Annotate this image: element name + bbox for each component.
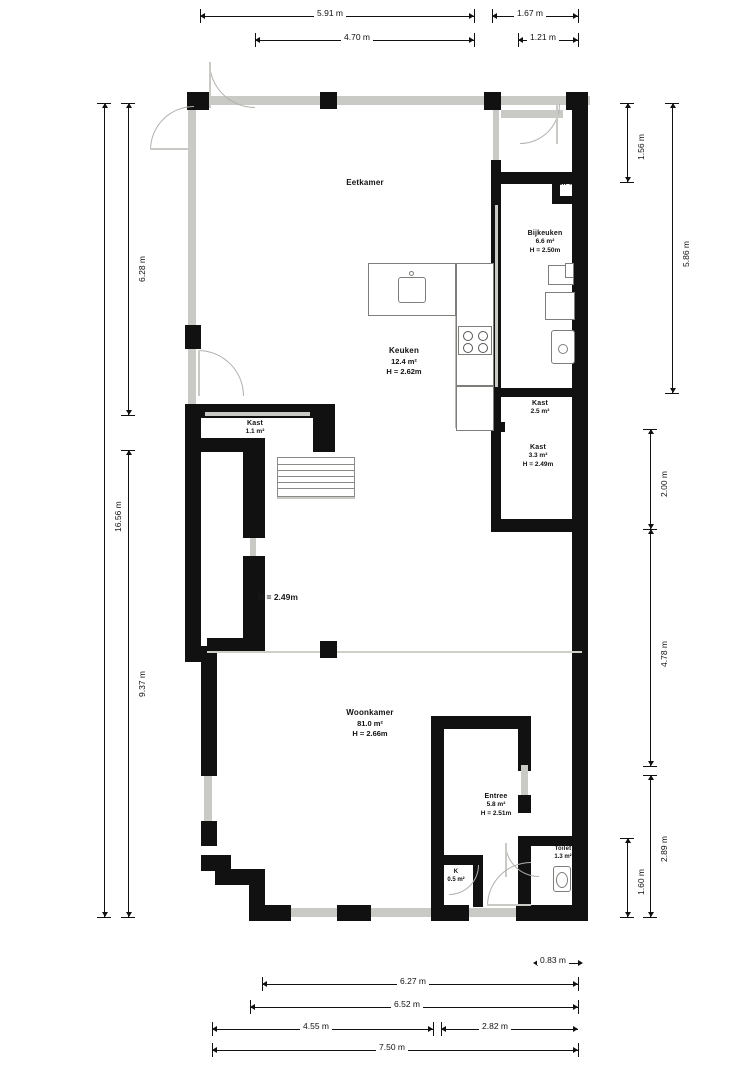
exterior-glazing-bottom-1 bbox=[291, 908, 337, 917]
exterior-wall-bottom bbox=[516, 905, 588, 921]
room-height: H = 2.62m bbox=[386, 366, 422, 376]
room-label-eetkamer bbox=[325, 178, 405, 189]
dim-tick bbox=[620, 917, 634, 918]
dim-tick bbox=[578, 1000, 579, 1014]
room-area: 2.5 m² bbox=[530, 408, 550, 416]
partition-glass-keuken bbox=[495, 205, 498, 387]
door-leaf bbox=[556, 104, 558, 144]
wall-post bbox=[185, 325, 201, 349]
floor-division-line bbox=[207, 651, 582, 653]
dim-tick bbox=[212, 1043, 213, 1057]
dim-tick bbox=[250, 1000, 251, 1014]
exterior-wall-bottom bbox=[249, 905, 291, 921]
wall-step bbox=[215, 855, 231, 885]
dim-label-right-4: 4.78 m bbox=[659, 638, 669, 670]
dim-tick bbox=[255, 33, 256, 47]
dim-label-right-2: 5.86 m bbox=[681, 238, 691, 270]
dim-tick bbox=[121, 450, 135, 451]
dim-line-right-3 bbox=[650, 429, 651, 529]
exterior-wall-left-lower bbox=[201, 646, 217, 776]
utility-sink-basin-icon bbox=[558, 344, 568, 354]
partition-entree-right-upper bbox=[518, 716, 531, 771]
wall-segment bbox=[201, 821, 217, 846]
dim-tick bbox=[474, 33, 475, 47]
room-name: Toilet bbox=[554, 846, 572, 852]
dim-tick bbox=[643, 429, 657, 430]
partition-kast-bottom bbox=[491, 519, 581, 532]
stair-edge bbox=[277, 497, 355, 499]
partition-kast11-right bbox=[313, 404, 335, 452]
room-area: 3.3 m² bbox=[528, 452, 548, 460]
partition-hall-bottom bbox=[207, 638, 265, 652]
room-label-entree bbox=[461, 792, 531, 819]
room-label-keuken bbox=[364, 346, 444, 377]
dim-line-right-6 bbox=[627, 838, 628, 917]
washing-machine-icon bbox=[545, 292, 575, 320]
dim-label-right-3: 2.00 m bbox=[659, 468, 669, 500]
dim-tick bbox=[643, 766, 657, 767]
dim-tick bbox=[620, 838, 634, 839]
partition-kast-left bbox=[491, 430, 501, 530]
stair-tread bbox=[278, 488, 354, 489]
dim-line-right-2 bbox=[672, 103, 673, 393]
sink-basin-icon bbox=[398, 277, 426, 303]
dim-tick bbox=[121, 415, 135, 416]
hob-burner-icon bbox=[463, 331, 473, 341]
partition-entree-top bbox=[431, 716, 531, 729]
stair-tread bbox=[278, 482, 354, 483]
dim-label-bottom-0: 0.83 m bbox=[537, 955, 569, 965]
door-leaf bbox=[487, 904, 531, 906]
dim-label-right-6: 1.60 m bbox=[636, 866, 646, 898]
room-height: H = 2.50m bbox=[529, 247, 561, 255]
room-area: 0.7 m² bbox=[559, 181, 577, 188]
room-name: K bbox=[565, 173, 571, 179]
room-label-bijkeuken bbox=[507, 229, 583, 256]
dim-label-bottom-1: 6.27 m bbox=[397, 976, 429, 986]
partition-kast11-bottom bbox=[185, 438, 245, 452]
dim-tick bbox=[97, 103, 111, 104]
dim-tick bbox=[578, 977, 579, 991]
wall-post bbox=[320, 92, 337, 109]
dim-tick bbox=[578, 33, 579, 47]
room-label-k-05 bbox=[432, 868, 480, 884]
exterior-glazing-left-bottom bbox=[204, 776, 212, 821]
dim-tick bbox=[474, 9, 475, 23]
dim-label-top-2: 1.67 m bbox=[514, 8, 546, 18]
door-leaf bbox=[209, 62, 211, 108]
dim-label-bottom-4: 2.82 m bbox=[479, 1021, 511, 1031]
room-name: Kast bbox=[532, 400, 548, 407]
room-label-kast-11 bbox=[220, 419, 290, 437]
height-label-hall: H = 2.49m bbox=[258, 592, 298, 602]
room-name: Kast bbox=[530, 444, 546, 451]
exterior-wall-left bbox=[185, 426, 201, 646]
tap-icon bbox=[409, 271, 414, 276]
kitchen-counter bbox=[456, 263, 494, 386]
room-label-woonkamer bbox=[325, 708, 415, 739]
dim-line-right-4 bbox=[650, 529, 651, 766]
partition-entree-left bbox=[431, 716, 444, 921]
dim-label-bottom-2: 6.52 m bbox=[391, 999, 423, 1009]
dim-tick bbox=[578, 9, 579, 23]
door-leaf bbox=[150, 148, 194, 150]
dim-label-right-5: 2.89 m bbox=[659, 833, 669, 865]
room-area: 1.3 m² bbox=[554, 854, 572, 861]
dim-tick bbox=[620, 103, 634, 104]
room-height: H = 2.49m bbox=[522, 461, 554, 469]
hob-burner-icon bbox=[478, 331, 488, 341]
exterior-wall-right-lower bbox=[572, 532, 588, 920]
exterior-glazing-bottom-3 bbox=[469, 908, 516, 917]
dim-line-right-5 bbox=[650, 775, 651, 917]
dim-tick bbox=[518, 33, 519, 47]
room-label-kast-33 bbox=[503, 443, 573, 470]
dim-tick bbox=[643, 775, 657, 776]
exterior-glazing-bottom-2 bbox=[371, 908, 431, 917]
dim-line-left-3 bbox=[104, 103, 105, 917]
dim-label-top-3: 4.70 m bbox=[341, 32, 373, 42]
dim-line-left-1 bbox=[128, 103, 129, 415]
dim-label-left-3: 16.56 m bbox=[113, 498, 123, 535]
door-swing-icon bbox=[487, 862, 531, 906]
partition-hall-left bbox=[243, 438, 265, 538]
dim-arrow bbox=[573, 1026, 578, 1032]
hob-burner-icon bbox=[478, 343, 488, 353]
dim-tick bbox=[433, 1022, 434, 1036]
partition-k-closet-bottom bbox=[552, 196, 574, 204]
hob-burner-icon bbox=[463, 343, 473, 353]
dim-tick bbox=[121, 103, 135, 104]
door-swing-icon bbox=[150, 106, 194, 150]
room-name: Bijkeuken bbox=[527, 230, 563, 237]
staircase bbox=[277, 457, 355, 497]
dim-line-right-1 bbox=[627, 103, 628, 182]
dim-tick bbox=[665, 393, 679, 394]
partition-glass bbox=[493, 110, 499, 160]
dim-tick bbox=[578, 1043, 579, 1057]
dim-tick bbox=[200, 9, 201, 23]
dim-tick bbox=[97, 917, 111, 918]
room-area: 1.1 m² bbox=[245, 428, 265, 436]
room-height: H = 2.66m bbox=[352, 728, 388, 738]
wall-node bbox=[491, 160, 501, 172]
dim-tick bbox=[262, 977, 263, 991]
door-swing-icon bbox=[520, 104, 560, 144]
dim-label-bottom-5: 7.50 m bbox=[376, 1042, 408, 1052]
partition-kast-top bbox=[501, 388, 573, 397]
room-area: 12.4 m² bbox=[391, 356, 417, 366]
toilet-bowl-icon bbox=[556, 872, 568, 888]
dim-label-bottom-3: 4.55 m bbox=[300, 1021, 332, 1031]
room-height: H = 2.51m bbox=[480, 810, 512, 818]
room-name: K bbox=[453, 869, 459, 875]
room-name: Eetkamer bbox=[346, 178, 384, 187]
dim-tick bbox=[212, 1022, 213, 1036]
wall-post bbox=[484, 92, 501, 110]
kast-shelf-line bbox=[205, 412, 310, 416]
appliance-icon bbox=[456, 386, 494, 431]
dim-label-top-4: 1.21 m bbox=[527, 32, 559, 42]
exterior-wall-bottom bbox=[337, 905, 371, 921]
stair-tread bbox=[278, 464, 354, 465]
dim-label-left-1: 6.28 m bbox=[137, 253, 147, 285]
room-label-kast-25 bbox=[505, 399, 575, 417]
entree-glazing bbox=[521, 765, 528, 795]
room-name: Kast bbox=[247, 420, 263, 427]
dim-tick bbox=[643, 917, 657, 918]
dim-tick bbox=[441, 1022, 442, 1036]
dim-label-top-1: 5.91 m bbox=[314, 8, 346, 18]
dim-tick bbox=[665, 103, 679, 104]
stair-tread bbox=[278, 476, 354, 477]
dim-tick bbox=[121, 917, 135, 918]
room-name: Keuken bbox=[388, 346, 420, 355]
room-label-toilet bbox=[537, 845, 589, 861]
dim-label-left-2: 9.37 m bbox=[137, 668, 147, 700]
wall-post bbox=[320, 641, 337, 658]
room-area: 5.8 m² bbox=[486, 801, 506, 809]
dim-tick bbox=[492, 9, 493, 23]
wall-step bbox=[249, 869, 265, 905]
room-name: Woonkamer bbox=[346, 708, 394, 717]
dim-tick bbox=[620, 182, 634, 183]
dim-label-right-1: 1.56 m bbox=[636, 131, 646, 163]
room-label-k-07 bbox=[550, 172, 586, 188]
room-area: 81.0 m² bbox=[357, 718, 383, 728]
exterior-glazing-left-lower bbox=[188, 349, 196, 404]
dim-arrow bbox=[648, 529, 654, 534]
room-area: 0.5 m² bbox=[447, 877, 465, 884]
door-leaf bbox=[198, 350, 200, 396]
boiler-icon bbox=[565, 263, 574, 278]
door-swing-icon bbox=[198, 350, 244, 396]
dim-line-left-2 bbox=[128, 450, 129, 917]
room-area: 6.6 m² bbox=[535, 238, 555, 246]
stair-tread bbox=[278, 470, 354, 471]
room-name: Entree bbox=[484, 793, 508, 800]
dim-arrow bbox=[578, 960, 583, 966]
